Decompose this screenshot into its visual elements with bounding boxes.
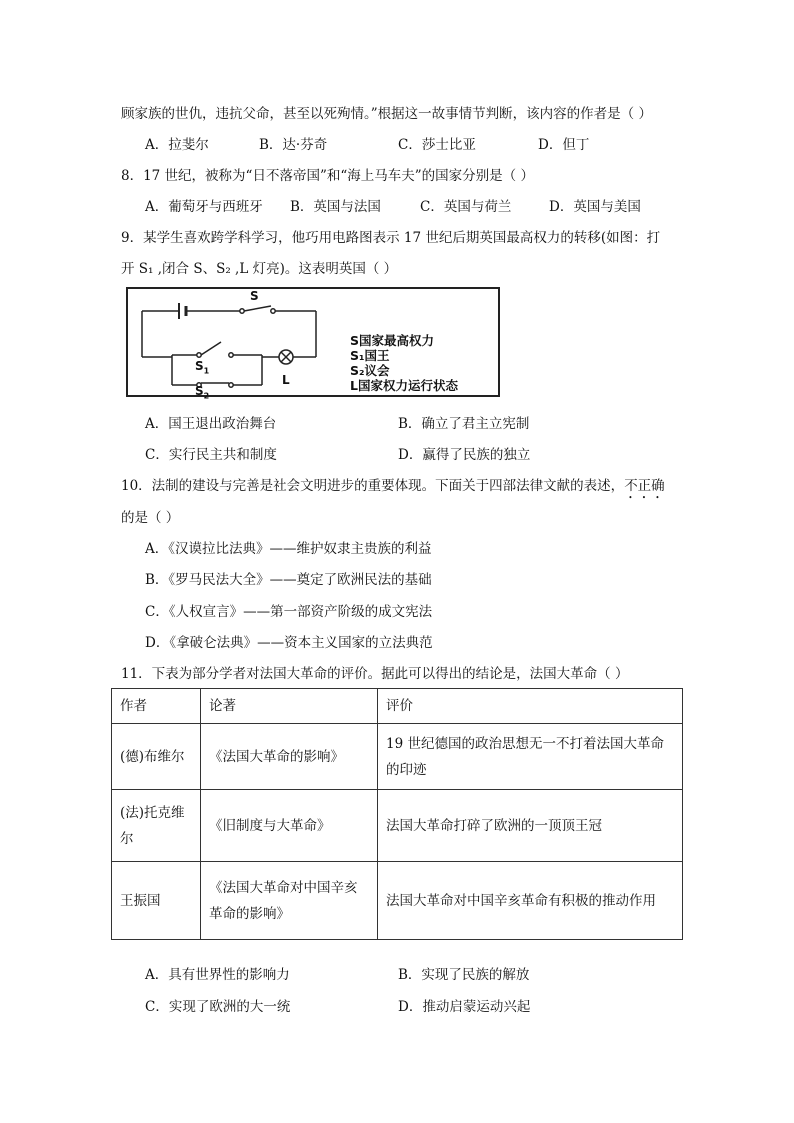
q7-option-a[interactable]: A．拉斐尔 xyxy=(145,137,209,153)
switch-s-label: S xyxy=(250,289,259,303)
table-cell-evaluation: 法国大革命打碎了欧洲的一顶顶王冠 xyxy=(378,790,683,862)
table-header-row xyxy=(112,689,683,724)
circuit-legend xyxy=(350,333,458,393)
table-header-evaluation: 评价 xyxy=(378,689,683,724)
q7-option-d[interactable]: D．但丁 xyxy=(538,137,590,153)
table-header-work: 论著 xyxy=(201,689,378,724)
q9-option-a[interactable]: A．国王退出政治舞台 xyxy=(145,416,277,432)
table-cell-author: (德)布维尔 xyxy=(112,724,201,790)
table-cell-evaluation: 法国大革命对中国辛亥革命有积极的推动作用 xyxy=(378,862,683,940)
evaluation-table xyxy=(111,688,683,940)
legend-item-s1: S₁国王 xyxy=(350,348,390,363)
q8-option-a[interactable]: A．葡萄牙与西班牙 xyxy=(145,199,263,215)
table-row xyxy=(112,790,683,862)
q7-option-b[interactable]: B．达·芬奇 xyxy=(259,137,328,153)
table-cell-work: 《旧制度与大革命》 xyxy=(201,790,378,862)
circuit-diagram xyxy=(126,287,500,401)
table-row xyxy=(112,724,683,790)
q10-stem-line2: 的是（ ） xyxy=(121,510,180,526)
q10-stem-text: 10．法制的建设与完善是社会文明进步的重要体现。下面关于四部法律文献的表述， xyxy=(121,478,625,494)
q11-option-b[interactable]: B．实现了民族的解放 xyxy=(398,967,530,983)
q8-option-b[interactable]: B．英国与法国 xyxy=(290,199,381,215)
q7-option-c[interactable]: C．莎士比亚 xyxy=(398,137,476,153)
table-cell-author: 王振国 xyxy=(112,862,201,940)
q8-stem: 8．17 世纪，被称为“日不落帝国”和“海上马车夫”的国家分别是（ ） xyxy=(121,168,534,184)
q10-option-a[interactable]: A．《汉谟拉比法典》——维护奴隶主贵族的利益 xyxy=(145,541,432,557)
table-cell-work: 《法国大革命的影响》 xyxy=(201,724,378,790)
q11-option-c[interactable]: C．实现了欧洲的大一统 xyxy=(145,999,291,1015)
table-cell-work: 《法国大革命对中国辛亥革命的影响》 xyxy=(201,862,378,940)
q9-option-d[interactable]: D．赢得了民族的独立 xyxy=(398,447,531,463)
q10-option-b[interactable]: B．《罗马民法大全》——奠定了欧洲民法的基础 xyxy=(145,572,432,588)
q11-option-a[interactable]: A．具有世界性的影响力 xyxy=(145,967,290,983)
switch-s1-label: $S_1$ xyxy=(195,359,210,376)
q8-option-d[interactable]: D．英国与美国 xyxy=(549,199,641,215)
lamp-l-label: L xyxy=(282,373,290,387)
table-cell-evaluation: 19 世纪德国的政治思想无一不打着法国大革命的印迹 xyxy=(378,724,683,790)
q9-stem-line1: 9．某学生喜欢跨学科学习，他巧用电路图表示 17 世纪后期英国最高权力的转移(如图：打 xyxy=(121,230,661,246)
q10-option-d[interactable]: D．《拿破仑法典》——资本主义国家的立法典范 xyxy=(145,635,433,651)
q7-stem: 顾家族的世仇，违抗父命，甚至以死殉情。”根据这一故事情节判断，该内容的作者是（ ） xyxy=(121,106,652,122)
legend-item-s2: S₂议会 xyxy=(350,363,390,378)
legend-item-s: S国家最高权力 xyxy=(350,333,435,348)
q11-option-d[interactable]: D．推动启蒙运动兴起 xyxy=(398,999,531,1015)
table-cell-author: (法)托克维尔 xyxy=(112,790,201,862)
q10-stem-line1 xyxy=(121,476,665,502)
q11-stem: 11．下表为部分学者对法国大革命的评价。据此可以得出的结论是，法国大革命（ ） xyxy=(121,666,629,682)
table-header-author: 作者 xyxy=(112,689,201,724)
q9-option-c[interactable]: C．实行民主共和制度 xyxy=(145,447,277,463)
q10-emphasis: 不正确 xyxy=(624,478,665,494)
q9-stem-line2: 开 S₁ ,闭合 S、S₂ ,L 灯亮)。这表明英国（ ） xyxy=(121,261,398,277)
switch-s2-label: $S_2$ xyxy=(195,384,210,401)
q8-option-c[interactable]: C．英国与荷兰 xyxy=(420,199,512,215)
q10-option-c[interactable]: C．《人权宣言》——第一部资产阶级的成文宪法 xyxy=(145,604,433,620)
legend-item-l: L国家权力运行状态 xyxy=(350,378,458,393)
table-row xyxy=(112,862,683,940)
q9-option-b[interactable]: B．确立了君主立宪制 xyxy=(398,416,530,432)
